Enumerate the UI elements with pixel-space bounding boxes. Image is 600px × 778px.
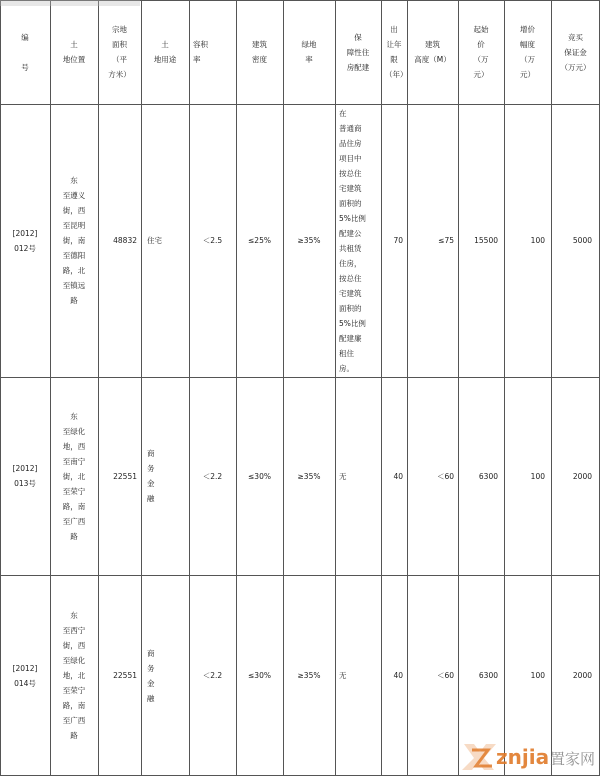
cell-increment: 100: [530, 671, 545, 680]
header-lease-term: 出 让年限 （年）: [385, 25, 408, 79]
column-divider: [98, 0, 99, 776]
cell-deposit: 5000: [572, 236, 592, 245]
cell-affordable-housing: 在 普通商 品住房 项目中 按总住 宅建筑 面积的 5%比例 配建公 共租赁 住房， 按总住 宅建筑 面积的 5%比例 配建廉 租住 房。: [339, 108, 366, 373]
watermark: [458, 740, 600, 774]
column-divider: [0, 0, 1, 776]
column-divider: [407, 0, 408, 776]
header-deposit: 竞买 保证金 （万元）: [560, 32, 591, 72]
cell-green-ratio: ≥35%: [297, 471, 321, 481]
cell-building-density: ≤30%: [248, 671, 271, 680]
cell-building-density: ≤30%: [248, 471, 271, 481]
column-divider: [381, 0, 382, 776]
cell-lot-no: [2012] 014号: [12, 663, 38, 688]
cell-affordable-housing: 无: [339, 671, 347, 680]
cell-plot-ratio: ＜2.2: [202, 471, 223, 481]
header-green-ratio: 绿地 率: [301, 40, 317, 64]
cell-deposit: 2000: [572, 471, 592, 481]
cell-lease-term: 40: [393, 471, 403, 481]
cell-green-ratio: ≥35%: [297, 236, 321, 245]
cell-increment: 100: [530, 471, 545, 481]
column-divider: [504, 0, 505, 776]
cell-deposit: 2000: [572, 671, 592, 680]
cell-affordable-housing: 无: [339, 471, 347, 481]
watermark-brand: znjia: [496, 745, 550, 769]
cell-area: 48832: [113, 236, 137, 245]
cell-location: 东 至西宁 街，西 至绿化 地，北 至荣宁 路，南 至广西 路: [62, 611, 86, 740]
cell-land-use: 商 务 金 融: [147, 449, 155, 503]
cell-location: 东 至绿化 地，西 至南宁 街，北 至荣宁 路，南 至广西 路: [62, 411, 86, 541]
header-lot-no: 编 号: [21, 32, 29, 72]
cell-starting-price: 6300: [478, 471, 498, 481]
row-divider: [0, 104, 600, 105]
header-location: 土 地位置: [62, 40, 86, 64]
cell-land-use: 住宅: [147, 236, 162, 245]
column-divider: [236, 0, 237, 776]
cell-starting-price: 6300: [478, 671, 498, 680]
row-divider: [0, 377, 600, 378]
cell-starting-price: 15500: [474, 236, 498, 245]
cell-land-use: 商 务 金 融: [147, 648, 155, 703]
header-affordable-housing: 保 障性住 房配建: [346, 32, 370, 72]
watermark-tagline: 置家网: [550, 750, 596, 768]
column-divider: [283, 0, 284, 776]
cell-area: 22551: [113, 671, 137, 680]
column-divider: [189, 0, 190, 776]
header-land-use: 土 地用途: [153, 40, 177, 64]
watermark-logo: [458, 740, 600, 774]
header-starting-price: 起始 价 （万 元）: [473, 25, 489, 79]
header-building-height: 建筑 高度（M）: [414, 40, 451, 64]
cell-area: 22551: [113, 471, 137, 481]
cell-building-height: ＜60: [436, 471, 454, 481]
column-divider: [551, 0, 552, 776]
cell-lease-term: 70: [393, 236, 403, 245]
column-divider: [335, 0, 336, 776]
cell-building-height: ≤75: [438, 236, 454, 245]
cell-location: 东 至遵义 街，西 至昆明 街，南 至德阳 路，北 至镇远 路: [62, 176, 86, 305]
cell-building-density: ≤25%: [248, 236, 271, 245]
cell-green-ratio: ≥35%: [297, 671, 321, 680]
column-divider: [50, 0, 51, 776]
header-plot-ratio: 容积 率: [193, 40, 208, 64]
header-area: 宗地 面积 （平 方米）: [108, 25, 131, 79]
cell-increment: 100: [530, 236, 545, 245]
cell-plot-ratio: ＜2.2: [202, 671, 223, 680]
cell-lot-no: [2012] 013号: [12, 464, 38, 488]
header-building-density: 建筑 密度: [252, 40, 267, 64]
cell-building-height: ＜60: [436, 671, 454, 680]
cell-plot-ratio: ＜2.5: [202, 236, 223, 245]
column-divider: [141, 0, 142, 776]
cell-lease-term: 40: [393, 671, 403, 680]
row-divider: [0, 575, 600, 576]
cell-lot-no: [2012] 012号: [12, 228, 38, 253]
column-divider: [458, 0, 459, 776]
header-increment: 增价 幅度 （万 元）: [520, 25, 535, 79]
cropped-caption-strip: [0, 0, 140, 6]
